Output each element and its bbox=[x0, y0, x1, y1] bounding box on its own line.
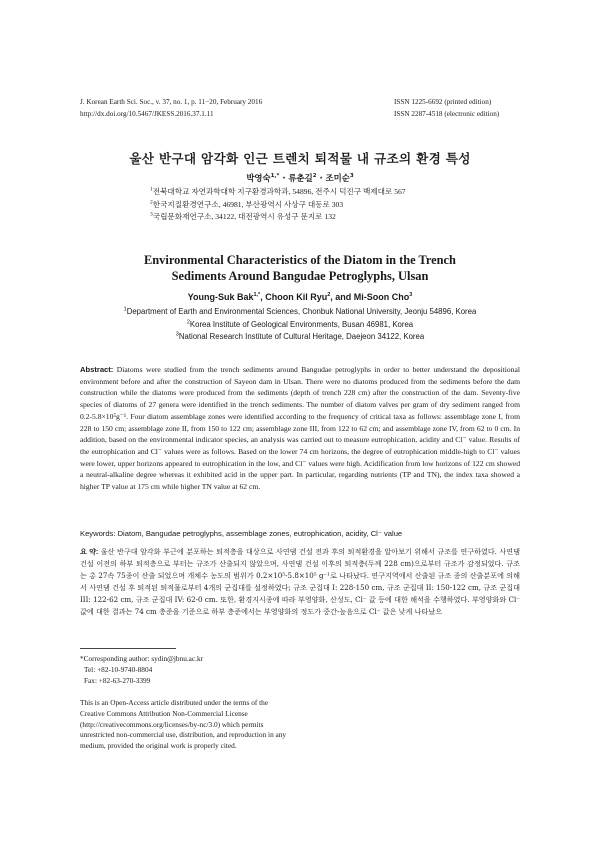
affiliation-text: Department of Earth and Environmental Sciences, Chonbuk National University, Jeonju 54896, Korea bbox=[126, 307, 477, 316]
affiliation-sup: 3 bbox=[150, 211, 153, 218]
english-affiliation-2 bbox=[80, 319, 520, 332]
english-author-3-sup: 3 bbox=[409, 292, 413, 298]
journal-header-left bbox=[80, 96, 262, 120]
korean-author-3-sup: 3 bbox=[349, 173, 354, 180]
english-abstract bbox=[80, 364, 520, 493]
english-affiliation-1 bbox=[80, 306, 520, 319]
issn-print: ISSN 1225-6692 (printed edition) bbox=[394, 98, 492, 106]
doi-link[interactable]: http://dx.doi.org/10.5467/JKESS.2016.37.1.11 bbox=[80, 110, 214, 118]
corresponding-author: *Corresponding author: sydin@jbnu.ac.kr bbox=[80, 654, 204, 663]
korean-authors bbox=[0, 172, 600, 184]
korean-affiliation-2 bbox=[150, 199, 406, 212]
korean-author-1-sup: 1,* bbox=[270, 173, 280, 180]
korean-affiliation-3 bbox=[150, 211, 406, 224]
affiliation-text: 한국지질환경연구소, 46981, 부산광역시 사상구 대동로 303 bbox=[152, 199, 344, 209]
english-affiliations bbox=[80, 306, 520, 344]
korean-author-3: 조미순 bbox=[325, 173, 350, 183]
affiliation-text: National Research Institute of Cultural Heritage, Daejeon 34122, Korea bbox=[178, 332, 425, 341]
korean-abstract bbox=[80, 546, 520, 619]
english-title-line-1: Environmental Characteristics of the Diatom in the Trench bbox=[144, 253, 456, 267]
keywords-label: Keywords: bbox=[80, 529, 116, 538]
korean-affiliations bbox=[150, 186, 406, 224]
license-notice: This is an Open-Access article distributed under the terms of the Creative Commons Attribution Non-Commercial License (http://creativecommons.org/licenses/by-nc/3.0) which permits unrestricted non-commercial use, distribution, and reproduction in any medium, provided the original work is properly cited. bbox=[80, 698, 287, 751]
telephone: Tel: +82-10-9740-8804 bbox=[84, 664, 153, 674]
author-separator: , and bbox=[330, 292, 354, 302]
keywords bbox=[80, 528, 520, 539]
issn-electronic: ISSN 2287-4518 (electronic edition) bbox=[394, 110, 500, 118]
korean-author-1: 박영숙 bbox=[246, 173, 271, 183]
affiliation-sup: 2 bbox=[150, 198, 153, 205]
english-author-1-sup: 1,* bbox=[253, 292, 261, 298]
korean-author-2: 류춘길 bbox=[288, 173, 313, 183]
korean-abstract-label: 요 약: bbox=[80, 548, 99, 556]
affiliation-sup: 1 bbox=[150, 186, 153, 193]
author-separator: · bbox=[279, 173, 289, 183]
english-author-3: Mi-Soon Cho bbox=[353, 292, 410, 302]
abstract-label: Abstract: bbox=[80, 365, 114, 374]
english-authors bbox=[0, 292, 600, 302]
footnote-divider bbox=[80, 648, 176, 649]
affiliation-text: 국립문화재연구소, 34122, 대전광역시 유성구 문지로 132 bbox=[152, 212, 336, 221]
english-author-2: Choon Kil Ryu bbox=[265, 292, 328, 302]
korean-affiliation-1 bbox=[150, 186, 406, 199]
correspondence-footnote bbox=[80, 654, 203, 686]
korean-title: 울산 반구대 암각화 인근 트렌치 퇴적물 내 규조의 환경 특성 bbox=[129, 151, 471, 166]
korean-abstract-text: 울산 반구대 암각화 부근에 분포하는 퇴적층을 대상으로 사연댐 건설 전과 후의 퇴적환경을 알아보기 위해서 규조를 연구하였다. 사연댐 건설 이전의 하부 퇴적층으로 부터는 규조가 산출되지 않았으며, 사연댐 건설 이후의 퇴적층(두께 228 cm)으로부터 규조가 감정되었다. 규조는 총 27속 75종이 산출 되었으며 개체수 농도의 범위가 0.2×10⁵-5.8×10⁵ g⁻¹로 나타났다. 연구지역에서 산출된 규조 종의 산출분포에 의해서 사연댐 건설 후 퇴적된 퇴적물로부터 4개의 군집대를 설정하였다; 규조 군집대 I: 228-150 cm, 규조 군집대 II: 150-122 cm, 규조 군집대 III: 122-62 cm, 규조 군집대 IV: 62-0 cm. 또한, 환경지시종에 따라 부영양화, 산성도, Cl⁻ 값 등에 대한 해석을 수행하였다. 부영양화와 Cl⁻ 값에 대한 결과는 74 cm 층준을 기준으로 하부 층준에서는 부영양화의 정도가 중간-높음으로 Cl⁻ 값은 낮게 나타났으 bbox=[80, 547, 520, 617]
english-title-line-2: Sediments Around Bangudae Petroglyphs, Ulsan bbox=[171, 269, 429, 283]
abstract-text: Diatoms were studied from the trench sediments around Bangudae petroglyphs in order to better understand the depositional environment before and after the construction of Sayeon dam in Ulsan. There were no diatoms produced from the sediments before the dam construction while the diatoms were produced from the sediments (depth of trench 228 cm) after the construction of the dam. Seventy-five species of diatoms of 27 genera were identified in the trench sediments. The number of diatom valves per gram of dry sediment ranged from 0.2-5.8×10⁵g⁻¹. Four diatom assemblage zones were identified according to the frequency of critical taxa as follows: assemblage zone I, from 228 to 150 cm; assemblage zone II, from 150 to 122 cm; assemblage zone III, from 122 to 62 cm; and assemblage zone IV, from 62 to 0 cm. In addition, based on the environmental indicator species, an analysis was carried out to measure eutrophication, acidity and Cl⁻ value. Results of the eutrophication and Cl⁻ values were as follows. Based on the lower 74 cm horizons, the degree of eutrophication middle-high to Cl⁻ values were lower, upper horizons appeared to eutrophication in the low, and Cl⁻ values were high. Acidification from low horizons of 122 cm showed a neutral-alkaline degree whereas it exhibited acid in the upper part. In particular, regarding nutrients (TP and TN), the index taxa showed a higher TP value at 175 cm while higher TN value at 62 cm. bbox=[80, 365, 520, 492]
author-separator: · bbox=[316, 173, 326, 183]
affiliation-text: Korea Institute of Geological Environments, Busan 46981, Korea bbox=[189, 319, 414, 329]
fax: Fax: +82-63-270-3399 bbox=[84, 675, 151, 685]
affiliation-sup: 2 bbox=[186, 318, 190, 325]
affiliation-text: 전북대학교 자연과학대학 지구환경과학과, 54896, 전주시 덕진구 백제대로 567 bbox=[152, 187, 406, 196]
korean-author-2-sup: 2 bbox=[312, 173, 317, 180]
author-separator: , bbox=[260, 292, 266, 302]
journal-citation: J. Korean Earth Sci. Soc., v. 37, no. 1, p. 11−20, February 2016 bbox=[80, 98, 263, 106]
english-affiliation-3 bbox=[80, 331, 520, 344]
english-title bbox=[0, 252, 600, 284]
affiliation-sup: 1 bbox=[123, 306, 127, 313]
keywords-text: Diatom, Bangudae petroglyphs, assemblage zones, eutrophication, acidity, Cl⁻ value bbox=[115, 529, 403, 538]
affiliation-sup: 3 bbox=[175, 331, 179, 338]
journal-header-right bbox=[394, 96, 499, 120]
english-author-2-sup: 2 bbox=[327, 292, 331, 298]
english-author-1: Young-Suk Bak bbox=[187, 292, 254, 302]
